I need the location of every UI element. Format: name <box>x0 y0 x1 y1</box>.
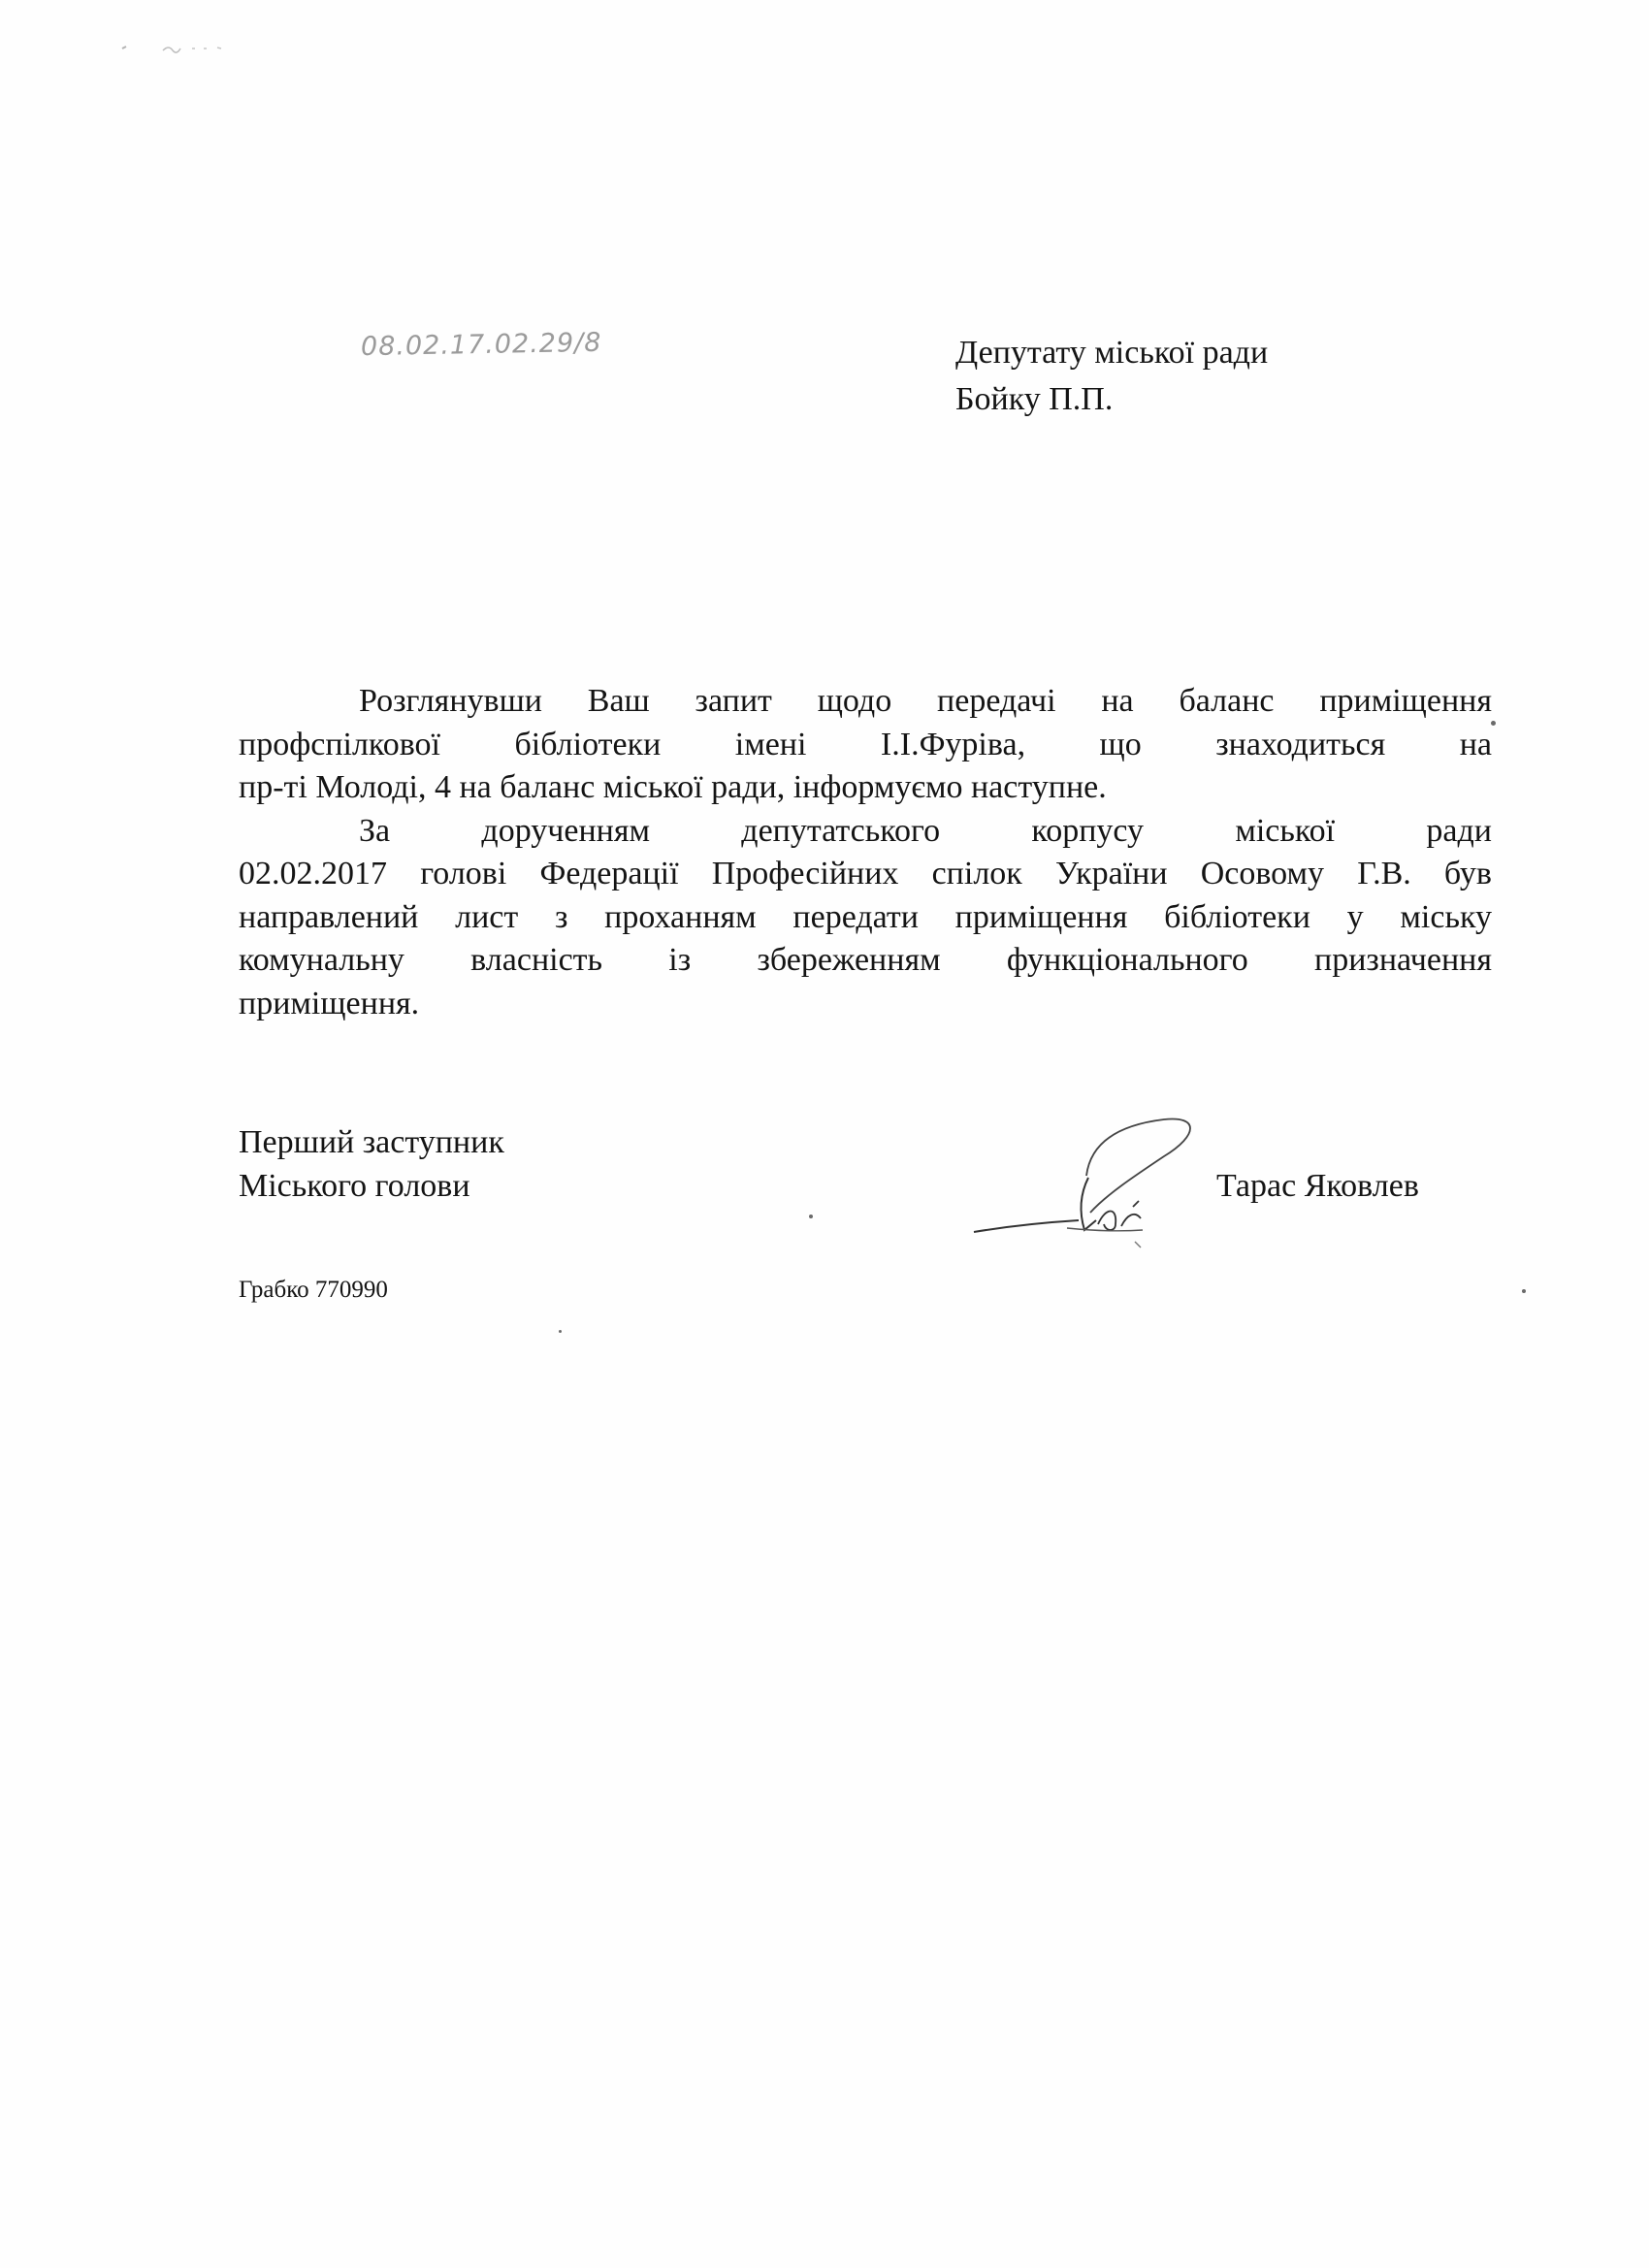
addressee-name: Бойку П.П. <box>955 381 1114 417</box>
letter-body <box>239 680 1492 1025</box>
handwritten-signature <box>970 1106 1203 1271</box>
body-line: направлений лист з проханням передати приміщення бібліотеки у міську <box>239 898 1492 935</box>
addressee-block <box>955 330 1268 423</box>
signatory-position-line2: Міського голови <box>239 1168 470 1204</box>
executor-contact: Грабко 770990 <box>239 1277 388 1303</box>
registration-stamp: 08.02.17.02.29/8 <box>360 327 602 363</box>
body-line: пр-ті Молоді, 4 на баланс міської ради, інформуємо наступне. <box>239 769 1107 805</box>
addressee-title: Депутату міської ради <box>955 335 1269 371</box>
scan-speck <box>809 1215 813 1218</box>
scan-speck <box>1491 721 1496 726</box>
body-line: За дорученням депутатського корпусу міської ради <box>359 812 1492 849</box>
scan-speck <box>1522 1289 1526 1293</box>
body-line: 02.02.2017 голові Федерації Професійних спілок України Осовому Г.В. був <box>239 856 1492 891</box>
signatory-block <box>239 1120 504 1208</box>
signer-name: Тарас Яковлев <box>1216 1168 1419 1204</box>
body-line: профспілкової бібліотеки імені І.І.Фуріва, що знаходиться на <box>239 726 1492 762</box>
body-line: Розглянувши Ваш запит щодо передачі на баланс приміщення <box>359 683 1492 719</box>
scan-speck <box>559 1330 562 1333</box>
body-line: приміщення. <box>239 985 420 1021</box>
signatory-position-line1: Перший заступник <box>239 1124 504 1160</box>
scan-corner-marks <box>116 39 272 58</box>
body-line: комунальну власність із збереженням функціонального призначення <box>239 942 1492 978</box>
